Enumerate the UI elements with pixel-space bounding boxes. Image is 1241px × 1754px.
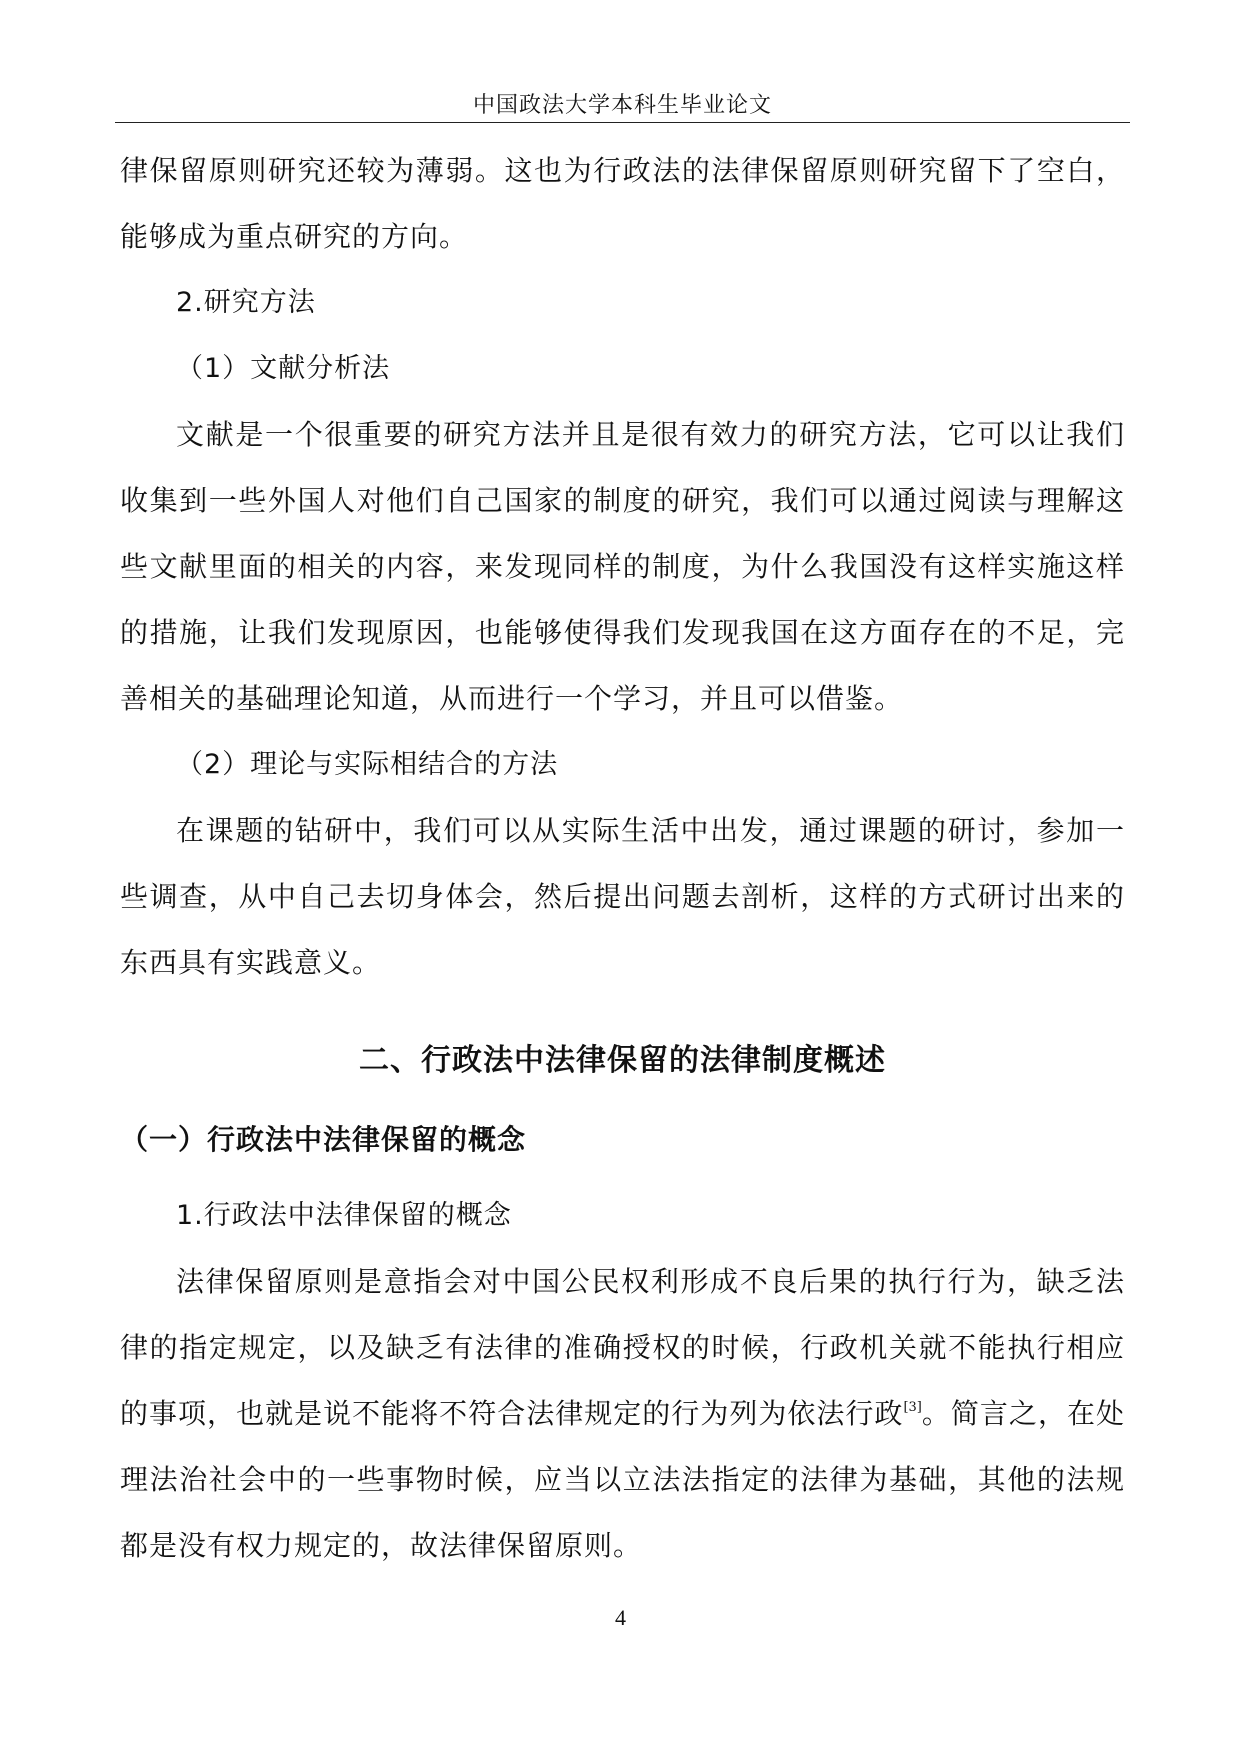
chapter-title: 二、行政法中法律保留的法律制度概述 [359, 1043, 886, 1078]
paragraph-literature-analysis: 文献是一个很重要的研究方法并且是很有效力的研究方法，它可以让我们收集到一些外国人对他们自己国家的制度的研究，我们可以通过阅读与理解这些文献里面的相关的内容，来发现同样的制度，为什么我国没有这样实施这样的措施，让我们发现原因，也能够使得我们发现我国在这方面存在的不足，完善相关的基础理论知道，从而进行一个学习，并且可以借鉴。 [120, 418, 1125, 715]
heading-theory-practice: （2）理论与实际相结合的方法 [176, 749, 559, 780]
heading-research-methods: 2.研究方法 [176, 287, 316, 318]
paragraph-continued: 律保留原则研究还较为薄弱。这也为行政法的法律保留原则研究留下了空白，能够成为重点研究的方向。 [120, 154, 1125, 253]
body-block-2 [120, 1183, 1125, 1579]
citation-reference[interactable]: [3] [903, 1400, 922, 1415]
body-block-1 [120, 138, 1125, 996]
paragraph-concept-part2: 。简言之，在处理法治社会中的一些事物时候，应当以立法法指定的法律为基础，其他的法规都是没有权力规定的，故法律保留原则。 [120, 1397, 1125, 1562]
page-number: 4 [615, 1605, 626, 1630]
heading-concept: 1.行政法中法律保留的概念 [176, 1200, 512, 1231]
header-divider [115, 122, 1130, 123]
section-title: （一）行政法中法律保留的概念 [120, 1123, 527, 1156]
paragraph-theory-practice: 在课题的钻研中，我们可以从实际生活中出发，通过课题的研讨，参加一些调查，从中自己去切身体会，然后提出问题去剖析，这样的方式研讨出来的东西具有实践意义。 [120, 814, 1125, 979]
running-header: 中国政法大学本科生毕业论文 [472, 93, 772, 118]
paragraph-concept [120, 1249, 1125, 1579]
paragraph-concept-part1: 法律保留原则是意指会对中国公民权利形成不良后果的执行行为，缺乏法律的指定规定，以及缺乏有法律的准确授权的时候，行政机关就不能执行相应的事项，也就是说不能将不符合法律规定的行为列为依法行政 [120, 1265, 1125, 1430]
heading-literature-analysis: （1）文献分析法 [176, 353, 391, 384]
